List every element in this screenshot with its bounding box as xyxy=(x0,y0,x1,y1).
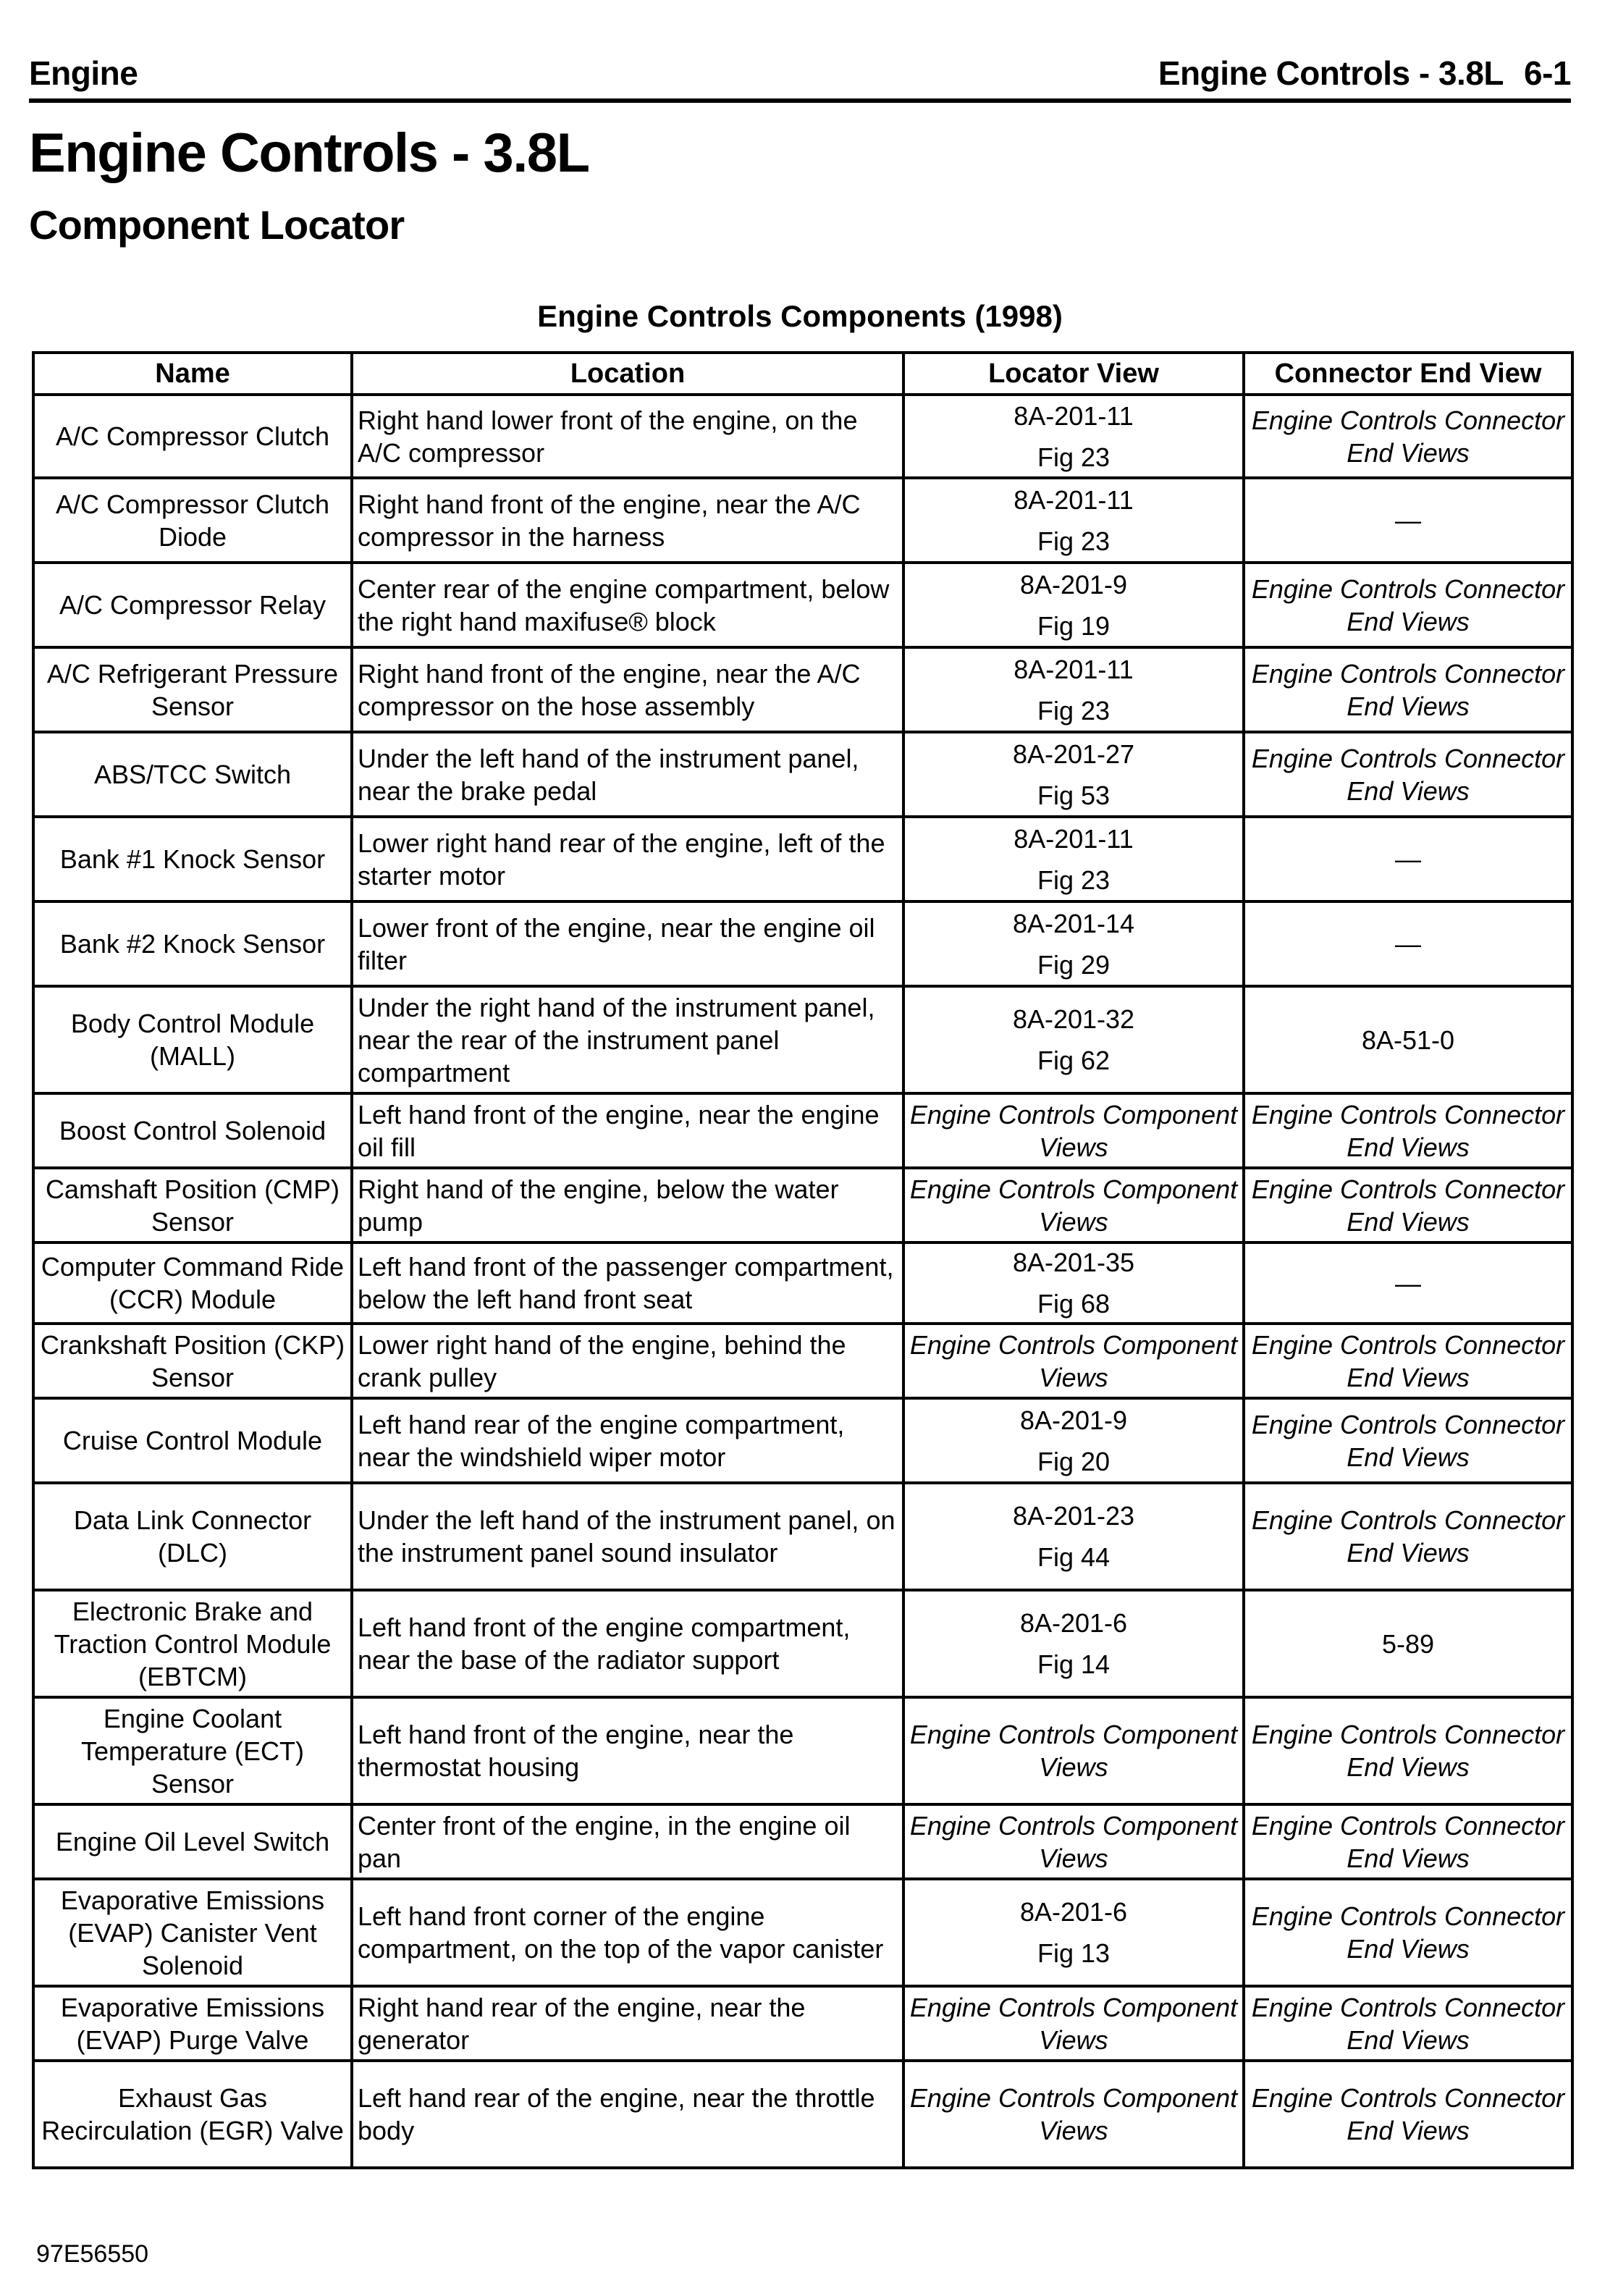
locator-view xyxy=(903,901,1244,986)
component-location: Left hand front of the passenger compartment, below the left hand front seat xyxy=(352,1242,903,1324)
component-location: Under the left hand of the instrument panel, on the instrument panel sound insulator xyxy=(352,1483,903,1590)
connector-end-view: Engine Controls Connector End Views xyxy=(1244,1986,1572,2061)
component-name: Body Control Module (MALL) xyxy=(33,986,352,1093)
locator-view xyxy=(903,986,1244,1093)
connector-end-view: Engine Controls Connector End Views xyxy=(1244,395,1572,478)
table-row xyxy=(33,2061,1572,2168)
locator-view xyxy=(903,478,1244,563)
component-location: Right hand rear of the engine, near the generator xyxy=(352,1986,903,2061)
component-name: A/C Compressor Relay xyxy=(33,563,352,647)
table-row xyxy=(33,817,1572,901)
locator-view: Engine Controls Component Views xyxy=(903,1986,1244,2061)
locator-view xyxy=(903,1398,1244,1483)
component-name: Evaporative Emissions (EVAP) Canister Vent Solenoid xyxy=(33,1879,352,1986)
locator-view xyxy=(903,732,1244,817)
locator-view-figure: Fig 20 xyxy=(1037,1446,1111,1476)
connector-end-view: Engine Controls Connector End Views xyxy=(1244,1324,1572,1398)
locator-view-figure: Fig 53 xyxy=(1037,780,1111,810)
component-location: Left hand front of the engine, near the engine oil fill xyxy=(352,1093,903,1168)
components-table xyxy=(32,351,1574,2169)
column-header-name: Name xyxy=(33,353,352,395)
connector-end-view: — xyxy=(1244,901,1572,986)
locator-view xyxy=(903,395,1244,478)
header-page-ref xyxy=(1158,54,1571,93)
component-name: Engine Oil Level Switch xyxy=(33,1804,352,1879)
component-name: Exhaust Gas Recirculation (EGR) Valve xyxy=(33,2061,352,2168)
figure-id: 97E56550 xyxy=(36,2240,149,2268)
component-location: Right hand front of the engine, near the A/C compressor in the harness xyxy=(352,478,903,563)
component-name: A/C Compressor Clutch xyxy=(33,395,352,478)
locator-view-figure: Fig 68 xyxy=(1037,1289,1111,1319)
table-header-row xyxy=(33,353,1572,395)
table-row xyxy=(33,1093,1572,1168)
table-row xyxy=(33,395,1572,478)
component-location: Right hand lower front of the engine, on the A/C compressor xyxy=(352,395,903,478)
component-name: Electronic Brake and Traction Control Module (EBTCM) xyxy=(33,1590,352,1697)
component-location: Left hand front corner of the engine compartment, on the top of the vapor canister xyxy=(352,1879,903,1986)
component-name: Boost Control Solenoid xyxy=(33,1093,352,1168)
locator-view-page: 8A-201-11 xyxy=(1014,400,1134,431)
connector-end-view: Engine Controls Connector End Views xyxy=(1244,1804,1572,1879)
connector-end-view: Engine Controls Connector End Views xyxy=(1244,1093,1572,1168)
table-row xyxy=(33,1590,1572,1697)
component-location: Right hand front of the engine, near the A/C compressor on the hose assembly xyxy=(352,647,903,732)
locator-view-figure: Fig 19 xyxy=(1037,610,1111,641)
locator-view-page: 8A-201-11 xyxy=(1014,484,1134,515)
locator-view-page: 8A-201-9 xyxy=(1019,1405,1128,1435)
table-row xyxy=(33,732,1572,817)
locator-view-page: 8A-201-32 xyxy=(1012,1004,1135,1034)
connector-end-view: 5-89 xyxy=(1244,1590,1572,1697)
component-location: Under the right hand of the instrument panel, near the rear of the instrument panel compartment xyxy=(352,986,903,1093)
locator-view xyxy=(903,817,1244,901)
table-row xyxy=(33,1804,1572,1879)
locator-view-figure: Fig 23 xyxy=(1037,695,1111,726)
component-name: A/C Refrigerant Pressure Sensor xyxy=(33,647,352,732)
locator-view-figure: Fig 44 xyxy=(1037,1542,1111,1572)
header-chapter-title: Engine Controls - 3.8L xyxy=(1158,54,1504,92)
connector-end-view: Engine Controls Connector End Views xyxy=(1244,1483,1572,1590)
component-name: Cruise Control Module xyxy=(33,1398,352,1483)
locator-view-page: 8A-201-9 xyxy=(1019,569,1128,600)
table-row xyxy=(33,1168,1572,1242)
locator-view-page: 8A-201-6 xyxy=(1019,1608,1128,1638)
component-location: Lower front of the engine, near the engine oil filter xyxy=(352,901,903,986)
component-name: Bank #2 Knock Sensor xyxy=(33,901,352,986)
connector-end-view: Engine Controls Connector End Views xyxy=(1244,732,1572,817)
component-location: Right hand of the engine, below the water pump xyxy=(352,1168,903,1242)
column-header-location: Location xyxy=(352,353,903,395)
locator-view-page: 8A-201-11 xyxy=(1014,654,1134,684)
locator-view-figure: Fig 23 xyxy=(1037,442,1111,472)
component-name: Engine Coolant Temperature (ECT) Sensor xyxy=(33,1697,352,1804)
component-name: Computer Command Ride (CCR) Module xyxy=(33,1242,352,1324)
table-body xyxy=(33,395,1572,2168)
locator-view xyxy=(903,1242,1244,1324)
locator-view: Engine Controls Component Views xyxy=(903,1697,1244,1804)
column-header-locator-view: Locator View xyxy=(903,353,1244,395)
component-name: Camshaft Position (CMP) Sensor xyxy=(33,1168,352,1242)
locator-view-page: 8A-201-23 xyxy=(1012,1501,1135,1531)
connector-end-view: Engine Controls Connector End Views xyxy=(1244,1697,1572,1804)
header-page-number: 6-1 xyxy=(1524,54,1571,92)
table-row xyxy=(33,1242,1572,1324)
table-caption: Engine Controls Components (1998) xyxy=(537,299,1063,333)
component-name: Crankshaft Position (CKP) Sensor xyxy=(33,1324,352,1398)
locator-view-page: 8A-201-14 xyxy=(1012,908,1135,938)
component-location: Under the left hand of the instrument panel, near the brake pedal xyxy=(352,732,903,817)
connector-end-view: — xyxy=(1244,817,1572,901)
locator-view-figure: Fig 13 xyxy=(1037,1938,1111,1968)
locator-view: Engine Controls Component Views xyxy=(903,2061,1244,2168)
locator-view: Engine Controls Component Views xyxy=(903,1324,1244,1398)
locator-view-figure: Fig 23 xyxy=(1037,526,1111,556)
table-row xyxy=(33,1324,1572,1398)
component-name: A/C Compressor Clutch Diode xyxy=(33,478,352,563)
component-name: Evaporative Emissions (EVAP) Purge Valve xyxy=(33,1986,352,2061)
page-subtitle: Component Locator xyxy=(29,202,405,248)
connector-end-view: Engine Controls Connector End Views xyxy=(1244,563,1572,647)
locator-view-figure: Fig 23 xyxy=(1037,865,1111,895)
table-row xyxy=(33,647,1572,732)
connector-end-view: — xyxy=(1244,478,1572,563)
locator-view: Engine Controls Component Views xyxy=(903,1168,1244,1242)
component-name: Bank #1 Knock Sensor xyxy=(33,817,352,901)
table-row xyxy=(33,478,1572,563)
connector-end-view: — xyxy=(1244,1242,1572,1324)
component-name: ABS/TCC Switch xyxy=(33,732,352,817)
locator-view-page: 8A-201-27 xyxy=(1012,739,1135,769)
table-row xyxy=(33,1483,1572,1590)
locator-view-figure: Fig 29 xyxy=(1037,949,1111,980)
locator-view: Engine Controls Component Views xyxy=(903,1804,1244,1879)
locator-view-figure: Fig 14 xyxy=(1037,1649,1111,1679)
component-location: Left hand rear of the engine compartment, near the windshield wiper motor xyxy=(352,1398,903,1483)
component-location: Lower right hand of the engine, behind the crank pulley xyxy=(352,1324,903,1398)
locator-view: Engine Controls Component Views xyxy=(903,1093,1244,1168)
header-section-name: Engine xyxy=(29,54,138,92)
locator-view xyxy=(903,1590,1244,1697)
connector-end-view: Engine Controls Connector End Views xyxy=(1244,1398,1572,1483)
table-row xyxy=(33,901,1572,986)
locator-view-figure: Fig 62 xyxy=(1037,1046,1111,1075)
locator-view xyxy=(903,1483,1244,1590)
table-row xyxy=(33,986,1572,1093)
locator-view-page: 8A-201-6 xyxy=(1019,1897,1128,1927)
connector-end-view: Engine Controls Connector End Views xyxy=(1244,1168,1572,1242)
locator-view xyxy=(903,647,1244,732)
table-row xyxy=(33,1986,1572,2061)
table-row xyxy=(33,1879,1572,1986)
locator-view xyxy=(903,1879,1244,1986)
connector-end-view: 8A-51-0 xyxy=(1244,986,1572,1093)
column-header-connector-end-view: Connector End View xyxy=(1244,353,1572,395)
table-row xyxy=(33,563,1572,647)
locator-view-page: 8A-201-35 xyxy=(1012,1248,1135,1277)
table-row xyxy=(33,1398,1572,1483)
connector-end-view: Engine Controls Connector End Views xyxy=(1244,2061,1572,2168)
component-location: Left hand front of the engine, near the thermostat housing xyxy=(352,1697,903,1804)
component-name: Data Link Connector (DLC) xyxy=(33,1483,352,1590)
connector-end-view: Engine Controls Connector End Views xyxy=(1244,1879,1572,1986)
component-location: Left hand front of the engine compartment, near the base of the radiator support xyxy=(352,1590,903,1697)
running-header xyxy=(29,48,1571,103)
connector-end-view: Engine Controls Connector End Views xyxy=(1244,647,1572,732)
locator-view-page: 8A-201-11 xyxy=(1014,823,1134,854)
component-location: Center front of the engine, in the engine oil pan xyxy=(352,1804,903,1879)
component-location: Lower right hand rear of the engine, left of the starter motor xyxy=(352,817,903,901)
component-location: Center rear of the engine compartment, below the right hand maxifuse® block xyxy=(352,563,903,647)
locator-view xyxy=(903,563,1244,647)
page-title: Engine Controls - 3.8L xyxy=(29,122,589,184)
table-row xyxy=(33,1697,1572,1804)
component-location: Left hand rear of the engine, near the throttle body xyxy=(352,2061,903,2168)
